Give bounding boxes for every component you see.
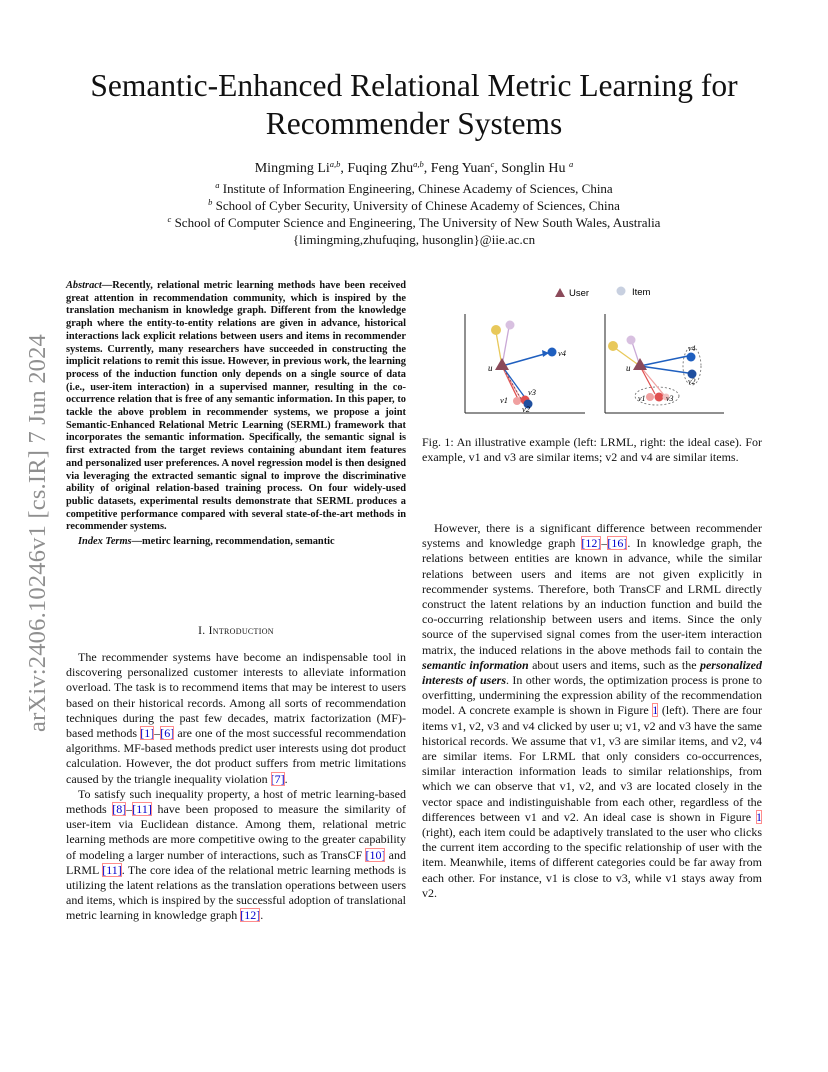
author-name: Songlin Hu xyxy=(501,161,566,176)
citation-link[interactable]: [6] xyxy=(160,726,175,741)
label-v3: v3 xyxy=(528,387,537,397)
index-terms-text: metirc learning, recommendation, semantic xyxy=(142,536,335,548)
legend-user-label: User xyxy=(569,288,590,299)
item-point-v4 xyxy=(687,353,696,362)
legend-item-label: Item xyxy=(632,287,651,298)
author-name: Feng Yuan xyxy=(430,161,491,176)
item-point xyxy=(608,341,618,351)
item-point xyxy=(627,336,636,345)
abstract: Abstract—Recently, relational metric learning methods have been received great attention in recommendation community, which is inspired by the translation mechanism in knowledge graph. Different from the knowledge graph where the entity-to-entity relations are given in advance, historical interactions lack explicit relations between users and items in recommender systems. Currently, many researchers have succeeded in constructing the implicit relations to remit this issue. However, in previous work, the learning process of the induction function only depends on a single source of data (i.e., user-item interaction) in a supervised manner, resulting in the co-occurrence relation that is free of any semantic information. In this paper, to tackle the above problem in recommender systems, we propose a joint Semantic-Enhanced Relational Metric Learning (SERML) framework that incorporates the semantic information. Specifically, the semantic signal is first extracted from the target reviews containing abundant item features and personalized user preferences. A novel regression model is then designed via leveraging the extracted semantic signal to improve the discriminative ability of original relation-based training process. On four widely-used public datasets, experimental results demonstrate that SERML produces a competitive performance compared with several state-of-the-art methods in recommender systems. Index Terms—metirc learning, recommendation, semantic xyxy=(66,280,406,548)
label-u: u xyxy=(488,363,493,373)
left-panel xyxy=(465,314,585,414)
emphasis-semantic-information: semantic information xyxy=(422,657,529,672)
author-name: Mingming Li xyxy=(254,161,330,176)
paper-title xyxy=(60,67,768,143)
section-heading: I. Introduction xyxy=(198,625,274,637)
svg-text:v1: v1 xyxy=(638,394,646,403)
item-point-v1 xyxy=(513,397,521,405)
intro-column xyxy=(66,650,406,924)
svg-text:v4: v4 xyxy=(688,344,696,353)
citation-link[interactable]: [12] xyxy=(581,536,602,551)
affiliation-b: $^b$ School of Cyber Security, University of Chinese Academy of Sciences, China xyxy=(208,197,620,213)
figure-caption xyxy=(422,435,762,465)
author-email: {limingming,zhufuqing, husonglin}@iie.ac.cn xyxy=(292,232,536,247)
item-point-v3 xyxy=(655,393,664,402)
svg-text:v3: v3 xyxy=(666,394,674,403)
author-list: Mingming Li$^{a,b}$, Fuqing Zhu$^{a,b}$, Feng Yuan$^c$, Songlin Hu $^a$ xyxy=(254,159,574,176)
citation-link[interactable]: [1] xyxy=(140,726,155,741)
title-line-2: Recommender Systems xyxy=(265,106,563,141)
svg-text:v2: v2 xyxy=(688,377,696,386)
citation-link[interactable]: [12] xyxy=(240,908,261,923)
figure-link[interactable]: 1 xyxy=(756,809,762,824)
index-terms-label: Index Terms xyxy=(78,536,132,548)
abstract-text: Recently, relational metric learning methods have been received great attention in recommendation community, which is inspired by the translation mechanism in knowledge graph. Different from the knowledge graph where the entity-to-entity relations are given in advance, historical interactions lack explicit relations between users and items in recommender systems. Currently, many researchers have succeeded in constructing the implicit relations to remit this issue. However, in previous work, the learning process of the induction function only depends on a single source of data (i.e., user-item interaction) in a supervised manner, resulting in the co-occurrence relation that is free of any semantic information. In this paper, to tackle the above problem in recommender systems, we propose a joint Semantic-Enhanced Relational Metric Learning (SERML) framework that incorporates the semantic information. Specifically, the semantic signal is first extracted from the target reviews containing abundant item features and personalized user preferences. A novel regression model is then designed via leveraging the extracted semantic signal to improve the discriminative ability of original relation-based training process. On four widely-used public datasets, experimental results demonstrate that SERML produces a competitive performance compared with several state-of-the-art methods in recommender systems. xyxy=(66,280,406,533)
user-legend-icon xyxy=(555,288,565,297)
caption-text: An illustrative example (left: LRML, right: the ideal case). For example, v1 and v3 are similar items; v2 and v4 are similar items. xyxy=(422,435,763,465)
citation-link[interactable]: [11] xyxy=(132,802,152,817)
item-point-v4 xyxy=(548,348,557,357)
user-marker xyxy=(633,358,647,370)
item-point xyxy=(491,325,501,335)
figure-1 xyxy=(452,278,747,423)
intro-paragraph-2: To satisfy such inequality property, a host of metric learning-based methods [8]–[11] have been proposed to measure the similarity of user-item via Euclidean distance. Among them, relational metric learning methods are more competitive owing to the greater capability of modeling a larger number of interactions, such as TransCF [10] and LRML [11]. The core idea of the relational metric learning methods is utilizing the latent relations as the translation operations between users and items, which is inspired by the successful adoption of translational metric learning in knowledge graph [12]. xyxy=(66,786,407,923)
svg-text:u: u xyxy=(626,363,631,373)
intro-paragraph-1: The recommender systems have become an indispensable tool in discovering personalized customer interests to alleviate information overload. The task is to recommend items that may be interest to users based on their historical records. Among all sorts of recommendation techniques during the past few decades, matrix factorization (MF)-based methods [1]–[6] are one of the most successful recommendation algorithms. MF-based methods predict user interests using dot product calculation. However, the dot product suffers from metric limitations caused by the triangle inequality violation [7]. xyxy=(66,650,406,786)
label-v4: v4 xyxy=(558,348,567,358)
label-v1: v1 xyxy=(500,395,509,405)
right-column xyxy=(422,521,762,901)
author-sup: c xyxy=(490,159,495,169)
figure-link[interactable]: 1 xyxy=(652,703,659,718)
author-sup: a xyxy=(569,159,574,169)
emphasis-personalized-interests: personalized interests of users xyxy=(422,657,762,688)
author-sup: a,b xyxy=(413,159,424,169)
affiliation-a: $^a$ Institute of Information Engineering, Chinese Academy of Sciences, China xyxy=(215,180,613,196)
author-name: Fuqing Zhu xyxy=(347,161,414,176)
right-panel xyxy=(605,314,724,413)
title-line-1: Semantic-Enhanced Relational Metric Learning for xyxy=(90,68,738,103)
caption-label: Fig. 1: xyxy=(422,435,454,449)
item-legend-icon xyxy=(617,287,626,296)
citation-link[interactable]: [11] xyxy=(102,862,122,877)
abstract-label: Abstract xyxy=(66,280,102,291)
label-v2: v2 xyxy=(522,404,531,414)
citation-link[interactable]: [16] xyxy=(607,536,628,551)
item-point xyxy=(506,321,515,330)
author-sup: a,b xyxy=(329,159,341,169)
citation-link[interactable]: [10] xyxy=(365,847,386,862)
citation-link[interactable]: [7] xyxy=(270,771,285,786)
citation-link[interactable]: [8] xyxy=(112,802,127,817)
body-paragraph: However, there is a significant difference between recommender systems and knowledge graph [12]–[16]. In knowledge graph, the relations between entities are known in advance, while the similar relations between users and items are not given explicitly in recommender systems. Therefore, both TransCF and LRML directly construct the latent relations by an induction function and build the co-occurring relationship between users and items. Since the only source of the supervised signal comes from the user-item interaction matrix, the induced relations in the above methods fail to contain the semantic information about users and items, such as the personalized interests of users. In other words, the optimization process is prone to overfitting, undermining the expression ability of the recommendation model. A concrete example is shown in Figure 1 (left). There are four items v1, v2, v3 and v4 clicked by user u; v1, v2 and v3 have the same historical records. We assume that v1, v3 are similar items, and v2, v4 are similar items. For LRML that only considers co-occurrences, similar interaction information leads to similar relationships, from which we can observe that v1, v2, and v3 are located closely in the vector space and indistinguishable from each other, regardless of the differences between v1 and v2. An ideal case is shown in Figure 1 (right), each item could be adaptively translated to the user who clicks the current item according to the specific relationship of user with the item. Meanwhile, items of different categories could be far away from each other. For instance, v1 is close to v3, while v1 stays away from v2. xyxy=(422,521,763,900)
affiliation-c: $^c$ School of Computer Science and Engineering, The University of New South Wales, Australia xyxy=(167,214,661,230)
arxiv-stamp: arXiv:2406.10246v1 [cs.IR] 7 Jun 2024 xyxy=(24,333,51,733)
item-point-v1 xyxy=(646,393,654,401)
index-terms: Index Terms—metirc learning, recommendation, semantic xyxy=(78,536,335,548)
